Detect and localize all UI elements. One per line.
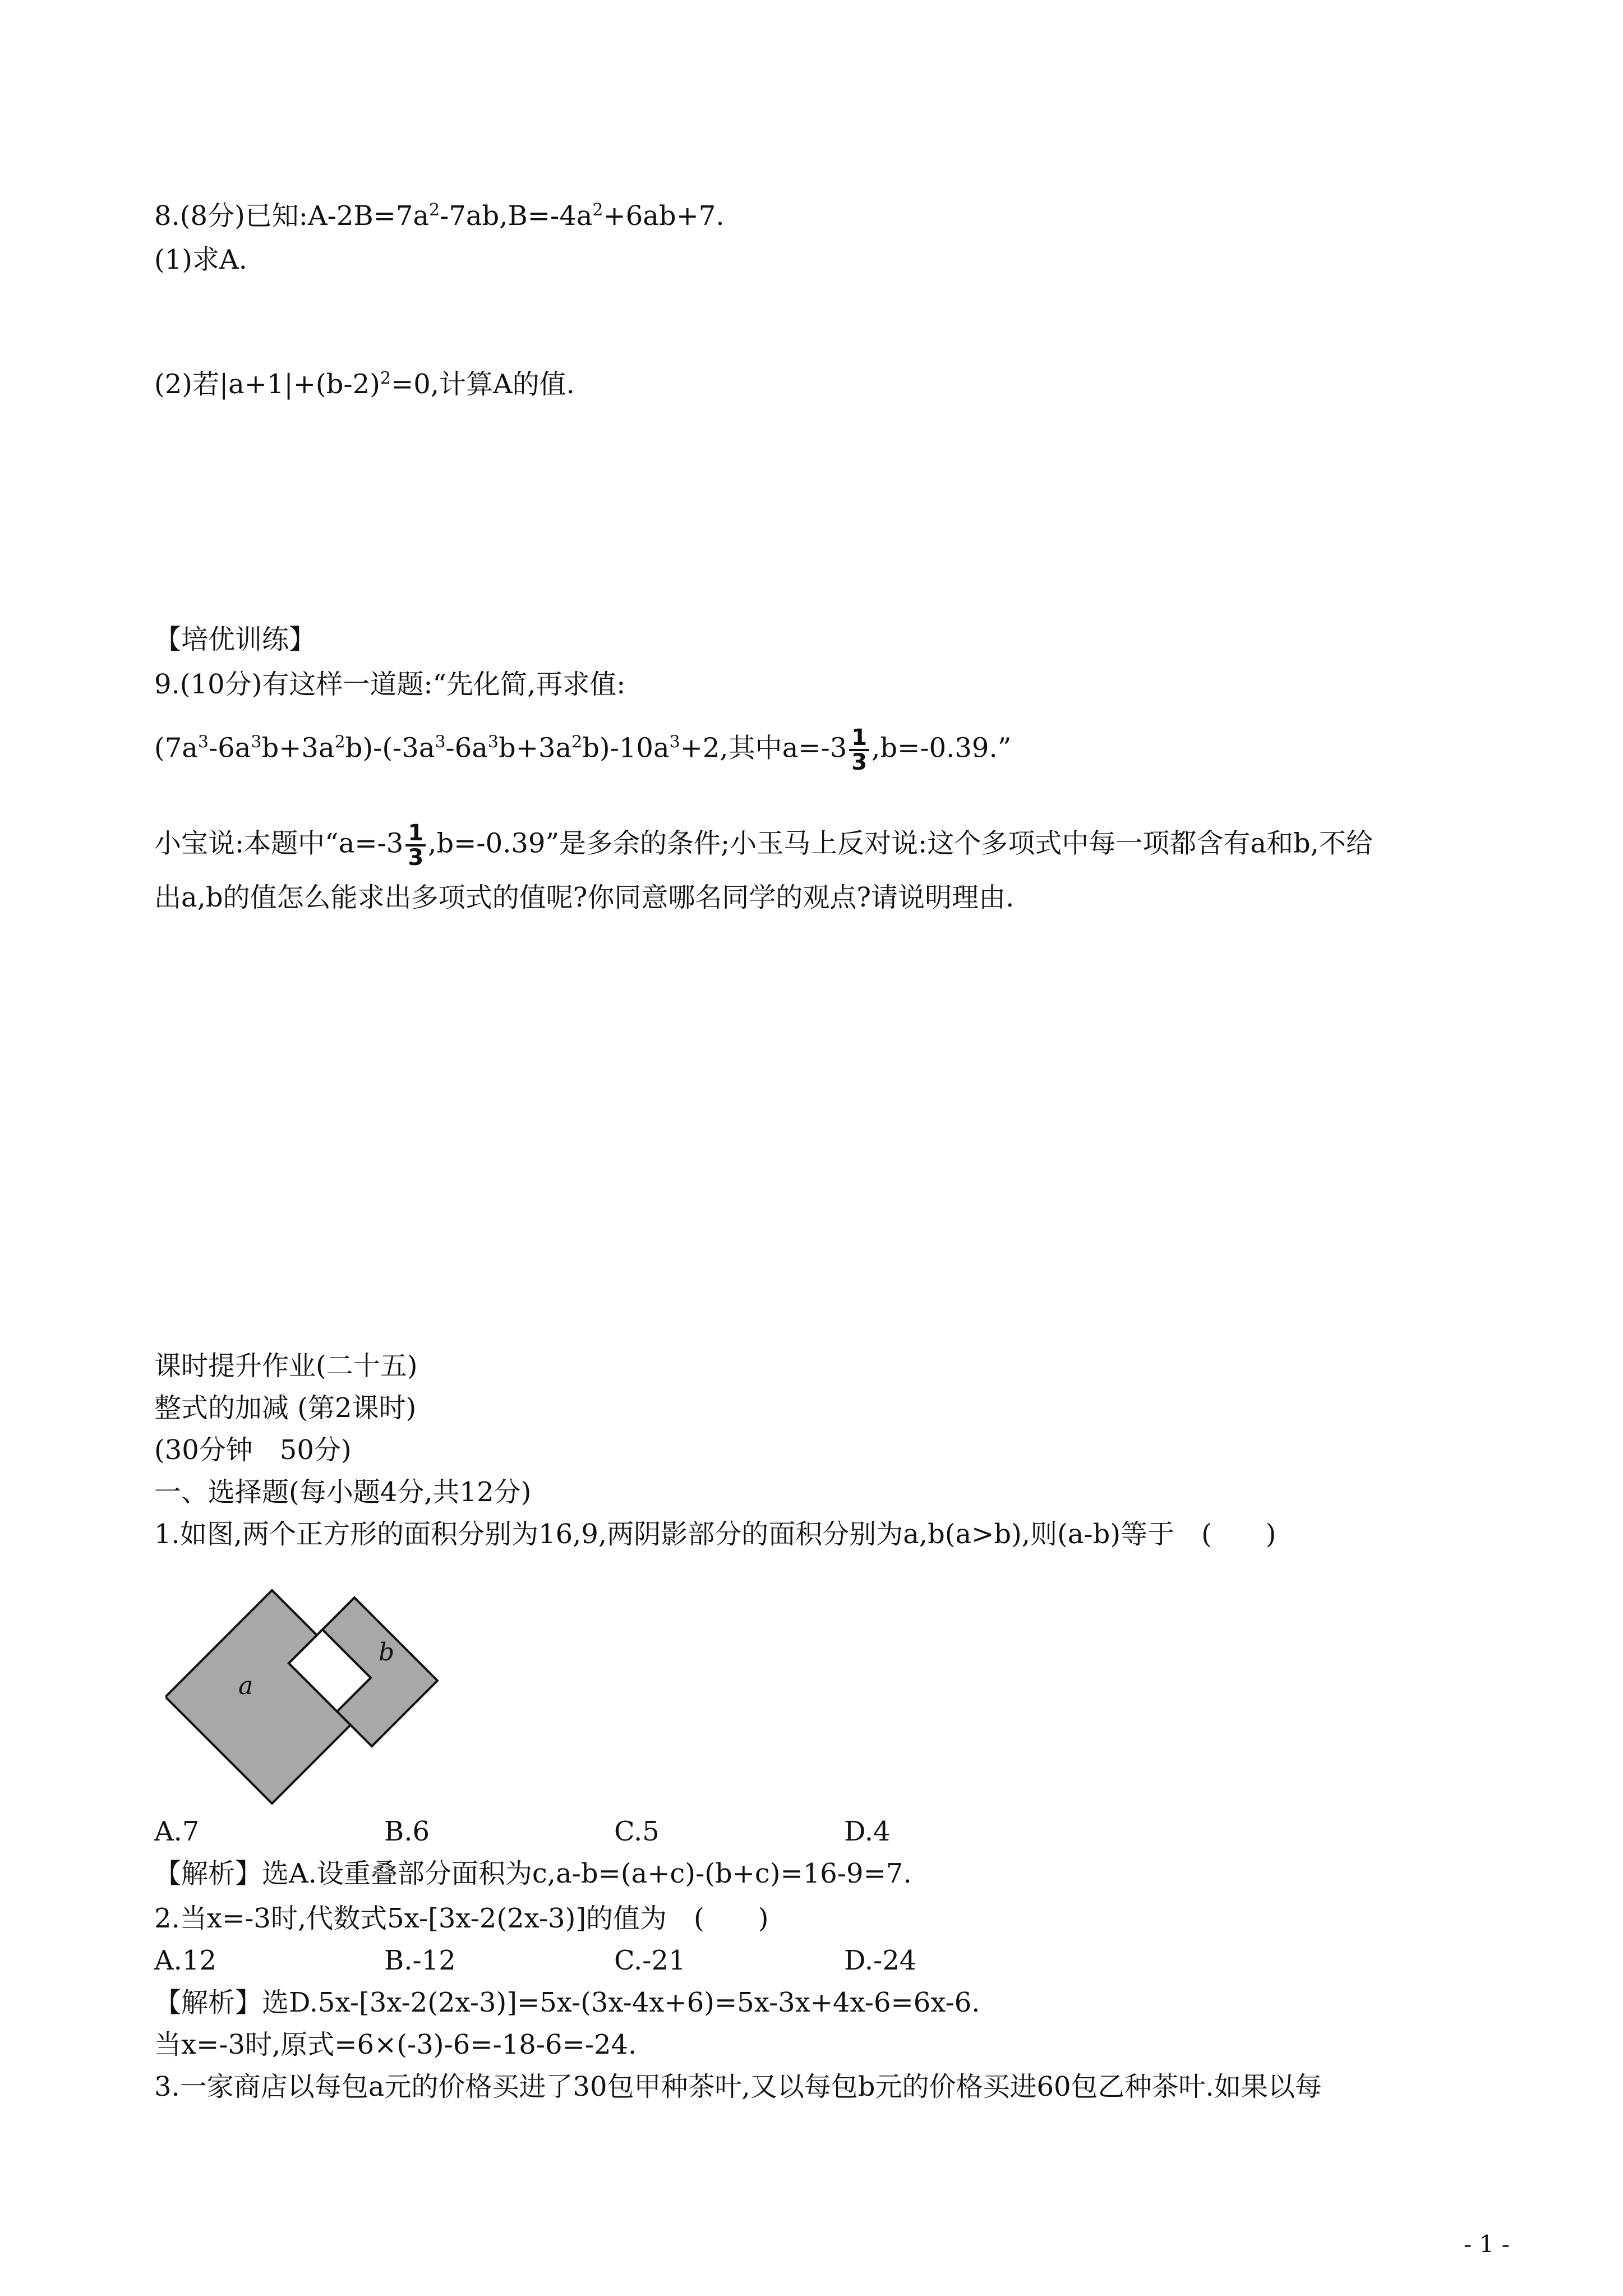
q2-option-d: D.-24	[844, 1945, 917, 1976]
homework-title: 课时提升作业(二十五)	[154, 1350, 418, 1382]
q2-option-a: A.12	[154, 1945, 216, 1976]
q1-option-a: A.7	[154, 1816, 200, 1847]
q1-squares-figure	[165, 1579, 457, 1815]
q2-stem: 2.当x=-3时,代数式5x-[3x-2(2x-3)]的值为 ( )	[154, 1903, 769, 1934]
q9-expression: $(7a^3-6a^3b+3a^2b)-(-3a^3-6a^3b+3a^2b)-10a^3+2$,其中a=-3 $\frac{1}{3}$ ,b=-0.39.”	[154, 725, 1012, 775]
q8-part1: (1)求A.	[154, 244, 247, 275]
q3-stem: 3.一家商店以每包a元的价格买进了30包甲种茶叶,又以每包b元的价格买进60包乙种茶叶.如果以每	[154, 2071, 1322, 2102]
fraction-one-third: $\frac{1}{3}$	[849, 726, 869, 774]
q1-option-d: D.4	[844, 1816, 891, 1847]
q1-analysis: 【解析】选A.设重叠部分面积为c,a-b=(a+c)-(b+c)=16-9=7.	[154, 1858, 912, 1889]
q2-option-c: C.-21	[614, 1945, 686, 1976]
q8-part2: (2)若$|a+1|+(b-2)^2=0$,计算A的值.	[154, 369, 575, 400]
fraction-one-third: $\frac{1}{3}$	[405, 822, 426, 869]
label-a: a	[238, 1672, 253, 1700]
q9-stem: 9.(10分)有这样一道题:“先化简,再求值:	[154, 669, 626, 700]
q9-comment-line1: 小宝说:本题中“a=-3 $\frac{1}{3}$ ,b=-0.39”是多余的条件;小玉马上反对说:这个多项式中每一项都含有a和b,不给	[154, 820, 1373, 871]
section-heading-training: 【培优训练】	[154, 624, 316, 655]
page-number: - 1 -	[1464, 2230, 1510, 2258]
q1-stem: 1.如图,两个正方形的面积分别为16,9,两阴影部分的面积分别为a,b(a>b),则(a-b)等于 ( )	[154, 1519, 1276, 1550]
q2-analysis-line2: 当x=-3时,原式=6×(-3)-6=-18-6=-24.	[154, 2029, 637, 2060]
q2-option-b: B.-12	[384, 1945, 456, 1976]
q9-comment-line2: 出a,b的值怎么能求出多项式的值呢?你同意哪名同学的观点?请说明理由.	[154, 882, 1015, 913]
q1-option-c: C.5	[614, 1816, 660, 1847]
lesson-title: 整式的加减 (第2课时)	[154, 1392, 417, 1424]
q1-option-b: B.6	[384, 1816, 430, 1847]
label-b: b	[379, 1638, 395, 1667]
q8-stem: 8.(8分)已知$:A-2B=7a^2-7ab,B=-4a^2+6ab+7$.	[154, 200, 725, 232]
time-score: (30分钟 50分)	[154, 1434, 352, 1466]
section-heading-choice: 一、选择题(每小题4分,共12分)	[154, 1476, 532, 1508]
q2-analysis-line1: 【解析】选D.5x-[3x-2(2x-3)]=5x-(3x-4x+6)=5x-3x+4x-6=6x-6.	[154, 1987, 980, 2018]
